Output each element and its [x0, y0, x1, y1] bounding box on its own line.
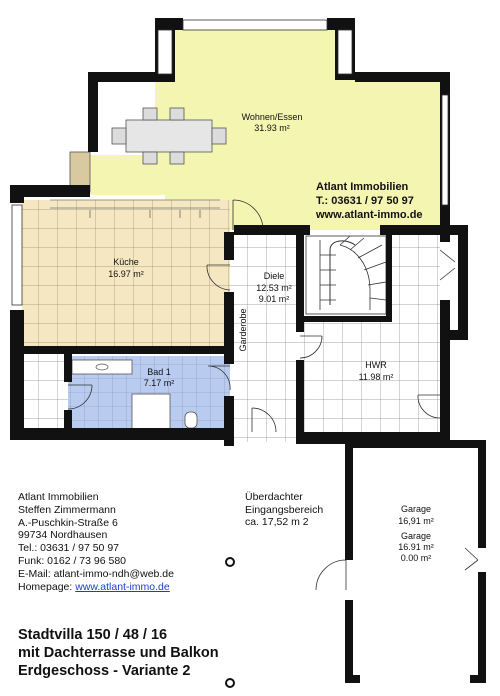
diele-label: Diele — [263, 271, 285, 281]
flur-floor — [22, 348, 68, 432]
wohnen-label: Wohnen/Essen — [241, 112, 303, 122]
shower — [132, 394, 170, 430]
garage-area-2: 16.91 m² — [398, 542, 434, 552]
diele-area-1: 12.53 m² — [256, 283, 292, 293]
homepage-link[interactable]: www.atlant-immo.de — [75, 580, 170, 593]
plan-web: www.atlant-immo.de — [316, 209, 423, 221]
garage-area-1: 16,91 m² — [398, 516, 434, 526]
plan-phone: T.: 03631 / 97 50 97 — [316, 195, 414, 207]
garage-label-2: Garage — [400, 531, 432, 541]
stair-floor — [300, 232, 390, 320]
wall-marker — [226, 679, 234, 687]
kueche-area: 16.97 m² — [108, 269, 144, 279]
title-line-2: mit Dachterrasse und Balkon — [18, 645, 219, 661]
contact-city: 99734 Nordhausen — [18, 529, 108, 542]
bad-area: 7.17 m² — [143, 378, 175, 388]
contact-tel: Tel.: 03631 / 97 50 97 — [18, 542, 119, 555]
wall-marker — [226, 558, 234, 566]
wohnen-area: 31.93 m² — [254, 123, 290, 133]
homepage-label: Homepage: — [18, 580, 76, 593]
contact-street: A.-Puschkin-Straße 6 — [18, 516, 118, 529]
garage-area-3: 0.00 m² — [400, 553, 432, 563]
hwr-floor-upper — [390, 232, 440, 320]
contact-company: Atlant Immobilien — [18, 491, 99, 503]
hwr-label: HWR — [365, 360, 387, 370]
contact-block — [18, 491, 174, 593]
title-line-1: Stadtvilla 150 / 48 / 16 — [18, 627, 168, 643]
entrance-note — [245, 491, 323, 529]
garage-label-1: Garage — [400, 504, 432, 514]
entrance-line-3: ca. 17,52 m 2 — [245, 516, 309, 528]
contact-funk: Funk: 0162 / 73 96 580 — [18, 554, 126, 567]
contact-email: E-Mail: atlant-immo-ndh@web.de — [18, 567, 174, 580]
title-line-3: Erdgeschoss - Variante 2 — [18, 663, 191, 679]
contact-homepage — [18, 581, 174, 594]
garderobe-label: Garderobe — [238, 308, 248, 352]
entrance-line-2: Eingangsbereich — [245, 503, 324, 516]
toilet — [185, 412, 197, 428]
hwr-area: 11.98 m² — [358, 372, 394, 382]
contact-person: Steffen Zimmermann — [18, 503, 116, 516]
kueche-label: Küche — [113, 257, 139, 267]
plan-title — [18, 626, 219, 680]
entrance-line-1: Überdachter — [245, 491, 303, 503]
bad-label: Bad 1 — [147, 367, 171, 377]
plan-company: Atlant Immobilien — [316, 181, 409, 193]
diele-area-2: 9.01 m² — [258, 294, 290, 304]
bathtub — [72, 360, 132, 374]
